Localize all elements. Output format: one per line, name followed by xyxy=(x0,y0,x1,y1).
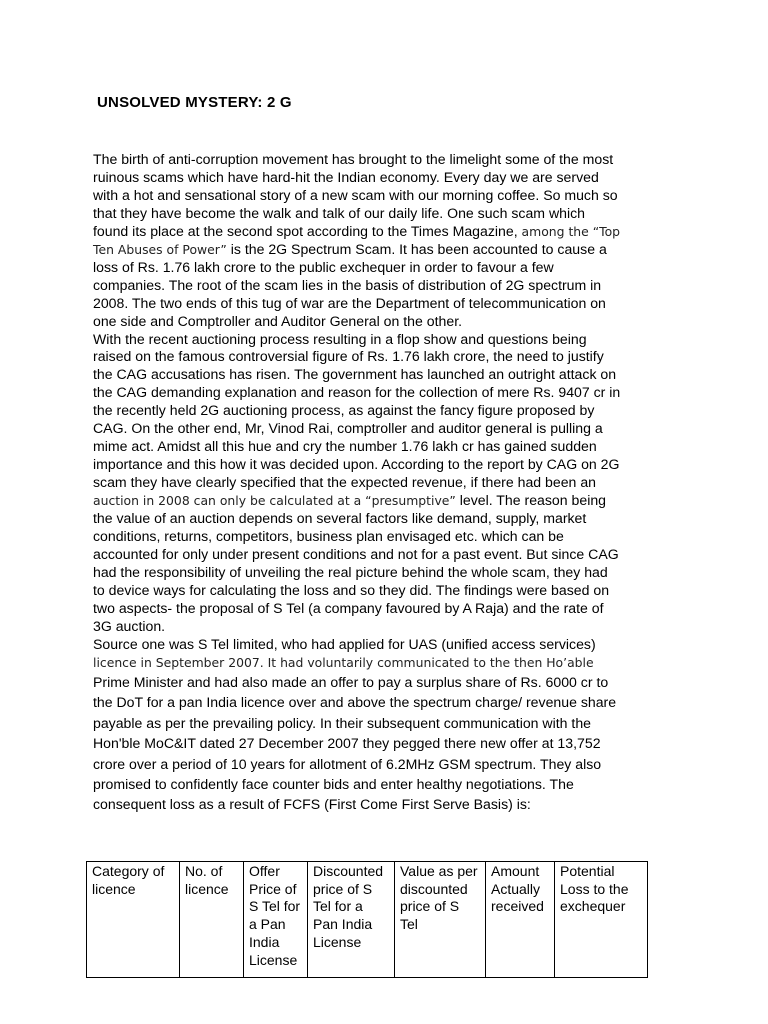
body-line xyxy=(93,510,683,528)
body-line: crore over a period of 10 years for allotment of 6.2MHz GSM spectrum. They also xyxy=(93,755,602,772)
body-line-segment: the value of an auction depends on several factors like demand, supply, market xyxy=(93,510,587,527)
body-line xyxy=(93,384,683,402)
document-title: UNSOLVED MYSTERY: 2 G xyxy=(97,94,292,111)
body-line-segment: ruinous scams which have hard-hit the Indian economy. Every day we are served xyxy=(93,168,599,185)
body-line-segment: raised on the famous controversial figure of Rs. 1.76 lakh crore, the need to justify xyxy=(93,348,604,365)
body-line-segment: two aspects- the proposal of S Tel (a company favoured by A Raja) and the rate of xyxy=(93,599,604,616)
body-line xyxy=(93,205,683,223)
body-line-segment: is the 2G Spectrum Scam. It has been accounted to cause a xyxy=(226,240,607,257)
body-line-segment: Ten Abuses of Power” xyxy=(93,241,227,257)
body-line xyxy=(93,564,683,582)
body-line-segment: the CAG demanding explanation and reason for the collection of mere Rs. 9407 cr in xyxy=(93,384,621,401)
body-line-segment: licence in September 2007. It had voluntarily communicated to the then Ho’able xyxy=(93,654,594,670)
body-line-segment: With the recent auctioning process resulting in a flop show and questions being xyxy=(93,330,587,347)
body-line-segment: Source one was S Tel limited, who had applied for UAS (unified access services) xyxy=(93,635,596,652)
body-line-segment: loss of Rs. 1.76 lakh crore to the public exchequer in order to favour a few xyxy=(93,258,554,275)
header-amount-received: Amount Actually received xyxy=(486,862,555,978)
body-line xyxy=(93,169,683,187)
body-line-segment: to device ways for calculating the loss and so they did. The findings were based on xyxy=(93,581,610,598)
article-body-part-1 xyxy=(93,151,683,672)
body-line-segment: 3G auction. xyxy=(93,617,166,634)
body-line-segment: among the “Top xyxy=(521,223,621,239)
table-header-row xyxy=(87,862,648,978)
body-line: consequent loss as a result of FCFS (First Come First Serve Basis) is: xyxy=(93,796,531,813)
body-line: promised to confidently face counter bids and enter healthy negotiations. The xyxy=(93,776,574,793)
body-line-segment: found its place at the second spot according to the Times Magazine, xyxy=(93,222,522,239)
body-line-segment: level. The reason being xyxy=(455,492,607,509)
body-line-segment: that they have become the walk and talk of our daily life. One such scam which xyxy=(93,204,585,221)
body-line-segment: CAG. On the other end, Mr, Vinod Rai, comptroller and auditor general is pulling a xyxy=(93,420,603,437)
body-line-segment: 2008. The two ends of this tug of war are the Department of telecommunication on xyxy=(93,294,606,311)
body-line xyxy=(93,636,683,654)
body-line: Prime Minister and had also made an offer to pay a surplus share of Rs. 6000 cr to xyxy=(93,674,609,690)
header-offer-price: Offer Price of S Tel for a Pan India License xyxy=(244,862,308,978)
body-line xyxy=(93,528,683,546)
body-line xyxy=(93,277,683,295)
loss-table xyxy=(86,861,648,978)
body-line: Hon'ble MoC&IT dated 27 December 2007 they pegged there new offer at 13,752 xyxy=(93,735,601,752)
body-line-segment: accounted for only under present conditions and not for a past event. But since CAG xyxy=(93,545,619,562)
body-line-segment: auction in 2008 can only be calculated at a “presumptive” xyxy=(93,493,456,509)
header-potential-loss: Potential Loss to the exchequer xyxy=(555,862,648,978)
body-line-segment: The birth of anti-corruption movement has brought to the limelight some of the most xyxy=(93,151,614,167)
body-line-segment: one side and Comptroller and Auditor General on the other. xyxy=(93,312,463,329)
body-line xyxy=(93,438,683,456)
body-line xyxy=(93,402,683,420)
body-line xyxy=(93,600,683,618)
body-line xyxy=(93,546,683,564)
body-line-segment: had the responsibility of unveiling the real picture behind the whole scam, they had xyxy=(93,563,608,580)
body-line-segment: with a hot and sensational story of a new scam with our morning coffee. So much so xyxy=(93,186,618,203)
body-line xyxy=(93,618,683,636)
body-line-segment: the recently held 2G auctioning process, as against the fancy figure proposed by xyxy=(93,402,595,419)
body-line xyxy=(93,223,683,241)
body-line xyxy=(93,366,683,384)
article-body-part-2 xyxy=(93,672,693,815)
body-line-segment: scam they have clearly specified that the expected revenue, if there had been an xyxy=(93,474,596,491)
body-line xyxy=(93,582,683,600)
body-line: payable as per the prevailing policy. In their subsequent communication with the xyxy=(93,714,592,731)
body-line: the DoT for a pan India licence over and above the spectrum charge/ revenue share xyxy=(93,694,617,711)
body-line xyxy=(93,313,683,331)
body-line xyxy=(93,456,683,474)
body-line xyxy=(93,259,683,277)
body-line xyxy=(93,151,683,169)
body-line-segment: companies. The root of the scam lies in the basis of distribution of 2G spectrum in xyxy=(93,276,602,293)
body-line xyxy=(93,474,683,492)
header-no-of-licence: No. of licence xyxy=(180,862,244,978)
header-category-of-licence: Category of licence xyxy=(87,862,180,978)
body-line-segment: conditions, returns, competitors, business plan envisaged etc. which can be xyxy=(93,528,564,545)
body-line-segment: the CAG accusations has risen. The government has launched an outright attack on xyxy=(93,366,617,383)
header-discounted-price: Discounted price of S Tel for a Pan India License xyxy=(308,862,395,978)
body-line xyxy=(93,187,683,205)
body-line-segment: importance and this how it was decided upon. According to the report by CAG on 2G xyxy=(93,456,620,473)
header-value-discounted: Value as per discounted price of S Tel xyxy=(395,862,486,978)
body-line xyxy=(93,654,683,672)
body-line xyxy=(93,492,683,510)
body-line xyxy=(93,348,683,366)
body-line xyxy=(93,241,683,259)
body-line-segment: mime act. Amidst all this hue and cry the number 1.76 lakh cr has gained sudden xyxy=(93,438,597,455)
body-line xyxy=(93,420,683,438)
body-line xyxy=(93,295,683,313)
body-line xyxy=(93,331,683,349)
